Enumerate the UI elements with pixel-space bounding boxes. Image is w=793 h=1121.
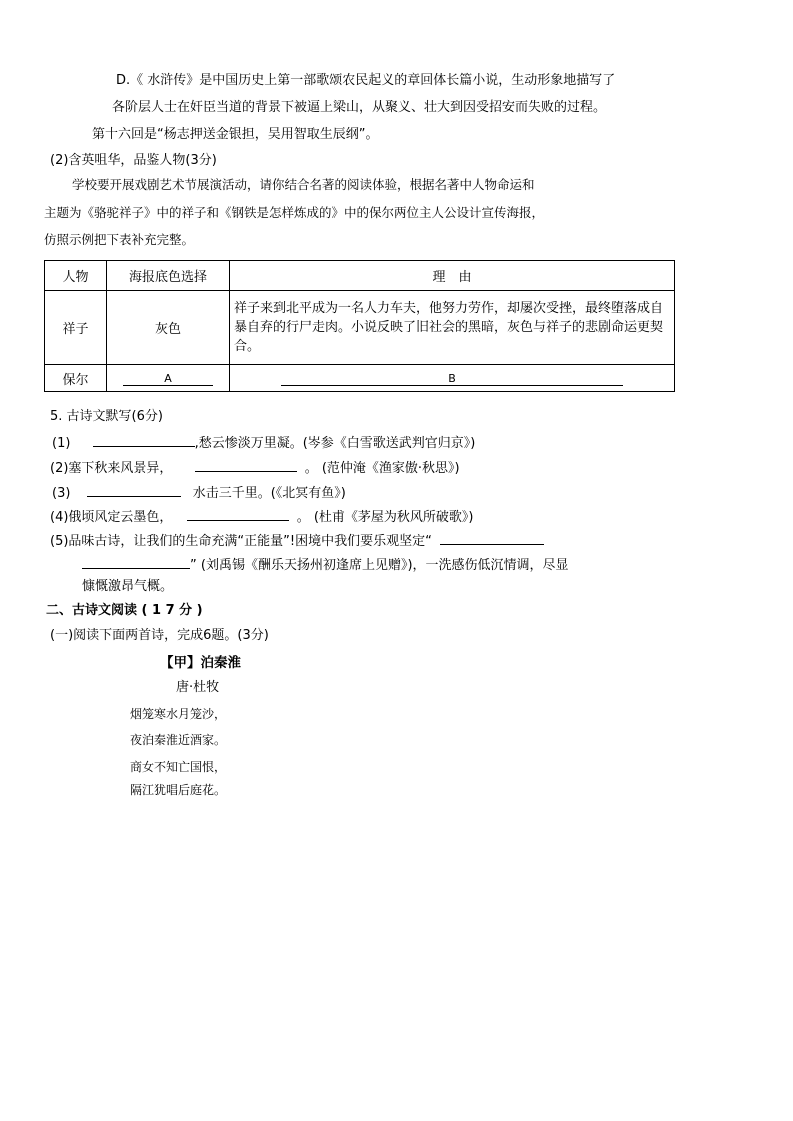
- dictation-line-1: [52, 432, 475, 453]
- option-d-line-3: 第十六回是“杨志押送金银担，吴用智取生辰纲”。: [92, 127, 379, 142]
- poem-line: 夜泊秦淮近酒家。: [130, 733, 227, 747]
- dictation-blank-1[interactable]: [93, 432, 195, 447]
- question-5-title: 5. 古诗文默写(6分): [50, 409, 163, 424]
- answer-blank-b[interactable]: B: [281, 372, 623, 386]
- dictation-4-source: 。 (杜甫《茅屋为秋风所破歌》): [296, 510, 474, 525]
- answer-blank-b-cell[interactable]: [230, 365, 675, 392]
- header-reason: 理 由: [230, 261, 675, 291]
- dictation-blank-2[interactable]: [195, 457, 297, 472]
- dictation-5-source: ” (刘禹锡《酬乐天扬州初逢席上见赠》)，一洗感伤低沉情调，尽显: [190, 558, 569, 573]
- poster-table: [44, 260, 675, 392]
- poem-line: 隔江犹唱后庭花。: [130, 783, 227, 797]
- dictation-blank-4[interactable]: [187, 506, 289, 521]
- dictation-line-5-end: 慷慨激昂气概。: [82, 579, 174, 594]
- dictation-blank-3[interactable]: [87, 482, 181, 497]
- dictation-line-3: [52, 482, 346, 503]
- poem-author: 唐·杜牧: [176, 680, 220, 695]
- section-2-subtitle: (一)阅读下面两首诗，完成6题。(3分): [50, 628, 269, 643]
- option-d-line-1: D.《 水浒传》是中国历史上第一部歌颂农民起义的章回体长篇小说，生动形象地描写了: [116, 73, 616, 88]
- answer-blank-a[interactable]: A: [123, 372, 213, 386]
- question-2-title: (2)含英咀华，品鉴人物(3分): [50, 153, 217, 168]
- dictation-5-text: (5)品味古诗，让我们的生命充满“正能量”!困境中我们要乐观坚定“: [50, 534, 432, 549]
- table-row: [45, 291, 675, 365]
- section-2-title: 二、古诗文阅读 ( 1 7 分 ): [46, 603, 203, 618]
- dictation-1-text: ,愁云惨淡万里凝。(岑参《白雪歌送武判官归京》): [194, 436, 476, 451]
- dictation-blank-5b[interactable]: [82, 554, 190, 569]
- dictation-line-5: [50, 530, 544, 551]
- question-2-intro-line-1: 学校要开展戏剧艺术节展演活动，请你结合名著的阅读体验，根据名著中人物命运和: [72, 177, 535, 192]
- question-2-intro-line-3: 仿照示例把下表补充完整。: [44, 232, 195, 247]
- question-2-intro-line-2: 主题为《骆驼祥子》中的祥子和《钢铁是怎样炼成的》中的保尔两位主人公设计宣传海报，: [44, 205, 545, 220]
- table-row: [45, 365, 675, 392]
- color-cell: 灰色: [107, 291, 230, 365]
- answer-blank-a-cell[interactable]: [107, 365, 230, 392]
- table-header-row: [45, 261, 675, 291]
- person-cell: 保尔: [45, 365, 107, 392]
- reason-cell: 祥子来到北平成为一名人力车夫，他努力劳作，却屡次受挫，最终堕落成自暴自弃的行尸走肉。小说反映了旧社会的黑暗，灰色与祥子的悲剧命运更契合。: [230, 291, 675, 365]
- header-color: 海报底色选择: [107, 261, 230, 291]
- dictation-line-4: [50, 506, 473, 527]
- dictation-line-2: [50, 457, 460, 478]
- dictation-1-number: (1): [52, 436, 71, 451]
- dictation-2-text: (2)塞下秋来风景异，: [50, 461, 173, 476]
- dictation-line-5-cont: [82, 554, 569, 575]
- poem-line: 商女不知亡国恨，: [130, 760, 227, 774]
- dictation-4-text: (4)俄顷风定云墨色，: [50, 510, 173, 525]
- option-d-line-2: 各阶层人士在奸臣当道的背景下被逼上梁山，从聚义、壮大到因受招安而失败的过程。: [112, 100, 607, 115]
- poem-line: 烟笼寒水月笼沙，: [130, 707, 227, 721]
- poem-title: 【甲】泊秦淮: [160, 655, 241, 671]
- dictation-blank-5a[interactable]: [440, 530, 544, 545]
- person-cell: 祥子: [45, 291, 107, 365]
- dictation-3-number: (3): [52, 486, 71, 501]
- header-person: 人物: [45, 261, 107, 291]
- dictation-3-text: 水击三千里。(《北冥有鱼》): [192, 486, 346, 501]
- dictation-2-source: 。 (范仲淹《渔家傲·秋思》): [304, 461, 460, 476]
